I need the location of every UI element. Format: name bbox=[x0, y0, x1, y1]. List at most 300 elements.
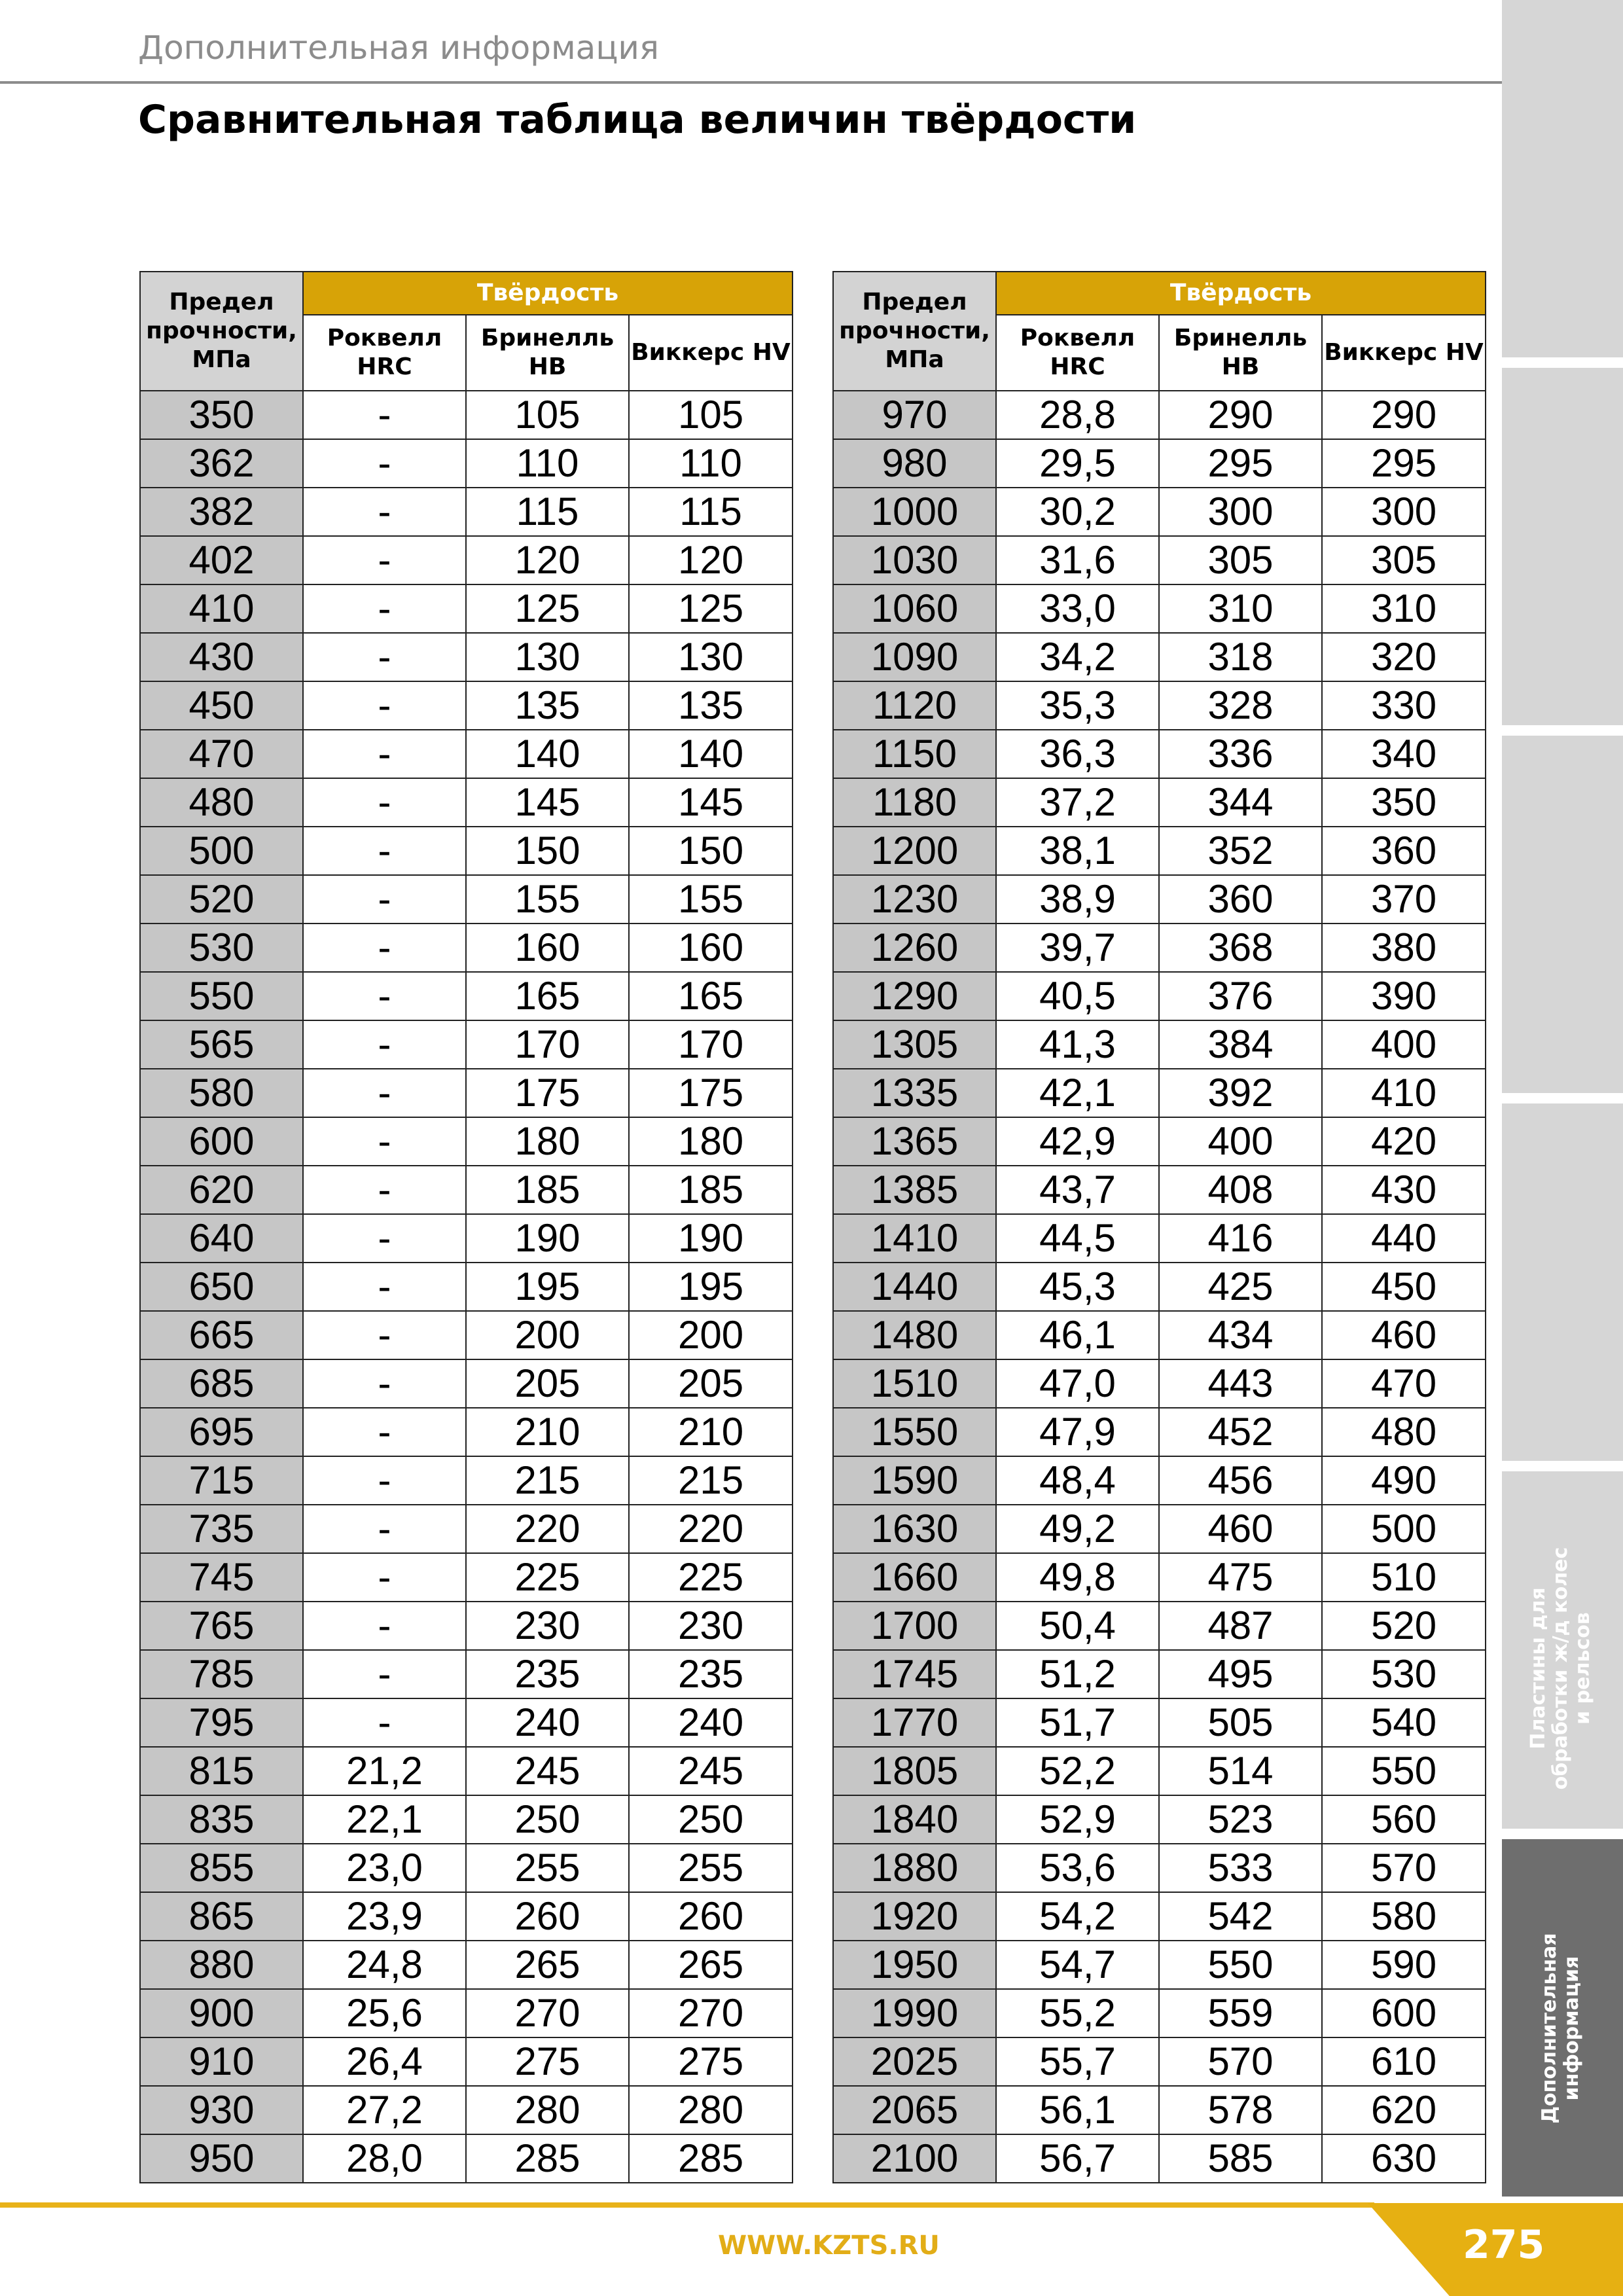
vickers-cell: 165 bbox=[629, 972, 793, 1020]
strength-cell: 685 bbox=[140, 1359, 303, 1408]
rockwell-cell: 28,0 bbox=[303, 2134, 466, 2183]
table-row bbox=[833, 2037, 1486, 2086]
brinell-cell: 344 bbox=[1159, 778, 1322, 827]
side-tab-3[interactable] bbox=[1502, 736, 1623, 1093]
rockwell-cell: - bbox=[303, 730, 466, 778]
vickers-cell: 235 bbox=[629, 1650, 793, 1698]
brinell-cell: 318 bbox=[1159, 633, 1322, 681]
strength-cell: 1805 bbox=[833, 1747, 996, 1795]
strength-cell: 1410 bbox=[833, 1214, 996, 1263]
strength-cell: 382 bbox=[140, 488, 303, 536]
rockwell-cell: - bbox=[303, 488, 466, 536]
vickers-cell: 305 bbox=[1322, 536, 1486, 584]
table-row bbox=[833, 1553, 1486, 1602]
vickers-cell: 600 bbox=[1322, 1989, 1486, 2037]
strength-cell: 410 bbox=[140, 584, 303, 633]
vickers-cell: 460 bbox=[1322, 1311, 1486, 1359]
rockwell-cell: 37,2 bbox=[996, 778, 1159, 827]
table-row bbox=[833, 827, 1486, 875]
table-row bbox=[833, 1747, 1486, 1795]
strength-cell: 715 bbox=[140, 1456, 303, 1505]
table-row bbox=[833, 1456, 1486, 1505]
vickers-cell: 430 bbox=[1322, 1166, 1486, 1214]
table-row bbox=[833, 875, 1486, 924]
strength-cell: 695 bbox=[140, 1408, 303, 1456]
strength-cell: 1700 bbox=[833, 1602, 996, 1650]
strength-cell: 640 bbox=[140, 1214, 303, 1263]
brinell-cell: 452 bbox=[1159, 1408, 1322, 1456]
table-row bbox=[140, 1941, 793, 1989]
strength-cell: 1840 bbox=[833, 1795, 996, 1844]
side-tab-1[interactable] bbox=[1502, 0, 1623, 357]
table-row bbox=[833, 633, 1486, 681]
rockwell-cell: 43,7 bbox=[996, 1166, 1159, 1214]
table-row bbox=[833, 1505, 1486, 1553]
strength-cell: 835 bbox=[140, 1795, 303, 1844]
strength-cell: 1335 bbox=[833, 1069, 996, 1117]
brinell-cell: 578 bbox=[1159, 2086, 1322, 2134]
strength-cell: 795 bbox=[140, 1698, 303, 1747]
table-row bbox=[833, 1892, 1486, 1941]
brinell-cell: 185 bbox=[466, 1166, 629, 1214]
footer-url[interactable]: WWW.KZTS.RU bbox=[718, 2231, 940, 2261]
vickers-cell: 310 bbox=[1322, 584, 1486, 633]
vickers-cell: 295 bbox=[1322, 439, 1486, 488]
rockwell-cell: 22,1 bbox=[303, 1795, 466, 1844]
strength-cell: 580 bbox=[140, 1069, 303, 1117]
strength-cell: 1590 bbox=[833, 1456, 996, 1505]
brinell-cell: 105 bbox=[466, 391, 629, 439]
brinell-cell: 392 bbox=[1159, 1069, 1322, 1117]
rockwell-cell: 52,2 bbox=[996, 1747, 1159, 1795]
strength-cell: 1305 bbox=[833, 1020, 996, 1069]
strength-cell: 1745 bbox=[833, 1650, 996, 1698]
strength-cell: 2100 bbox=[833, 2134, 996, 2183]
table-row bbox=[833, 1650, 1486, 1698]
vickers-cell: 420 bbox=[1322, 1117, 1486, 1166]
rockwell-cell: - bbox=[303, 1263, 466, 1311]
rockwell-cell: 41,3 bbox=[996, 1020, 1159, 1069]
vickers-cell: 520 bbox=[1322, 1602, 1486, 1650]
rockwell-cell: 24,8 bbox=[303, 1941, 466, 1989]
hardness-table-right bbox=[832, 271, 1486, 2183]
rockwell-cell: - bbox=[303, 391, 466, 439]
rockwell-cell: - bbox=[303, 584, 466, 633]
brinell-cell: 205 bbox=[466, 1359, 629, 1408]
brinell-cell: 523 bbox=[1159, 1795, 1322, 1844]
table-row bbox=[833, 1311, 1486, 1359]
table-row bbox=[140, 1747, 793, 1795]
brinell-cell: 275 bbox=[466, 2037, 629, 2086]
strength-cell: 620 bbox=[140, 1166, 303, 1214]
side-tab-4[interactable] bbox=[1502, 1103, 1623, 1461]
brinell-cell: 260 bbox=[466, 1892, 629, 1941]
strength-cell: 550 bbox=[140, 972, 303, 1020]
brinell-cell: 533 bbox=[1159, 1844, 1322, 1892]
vickers-cell: 190 bbox=[629, 1214, 793, 1263]
table-row bbox=[140, 1020, 793, 1069]
vickers-cell: 300 bbox=[1322, 488, 1486, 536]
rockwell-cell: 40,5 bbox=[996, 972, 1159, 1020]
table-row bbox=[140, 1602, 793, 1650]
table-row bbox=[140, 1698, 793, 1747]
brinell-cell: 310 bbox=[1159, 584, 1322, 633]
table-row bbox=[140, 1844, 793, 1892]
rockwell-cell: 50,4 bbox=[996, 1602, 1159, 1650]
brinell-cell: 425 bbox=[1159, 1263, 1322, 1311]
rockwell-cell: - bbox=[303, 1311, 466, 1359]
table-row bbox=[140, 488, 793, 536]
brinell-cell: 285 bbox=[466, 2134, 629, 2183]
table-row bbox=[140, 536, 793, 584]
strength-cell: 1630 bbox=[833, 1505, 996, 1553]
table-row bbox=[833, 972, 1486, 1020]
table-row bbox=[140, 439, 793, 488]
table-row bbox=[140, 827, 793, 875]
table-row bbox=[833, 1795, 1486, 1844]
table-row bbox=[140, 2134, 793, 2183]
vickers-cell: 285 bbox=[629, 2134, 793, 2183]
brinell-cell: 416 bbox=[1159, 1214, 1322, 1263]
vickers-cell: 330 bbox=[1322, 681, 1486, 730]
brinell-cell: 145 bbox=[466, 778, 629, 827]
vickers-cell: 320 bbox=[1322, 633, 1486, 681]
rockwell-cell: - bbox=[303, 1020, 466, 1069]
table-row bbox=[140, 1408, 793, 1456]
strength-cell: 450 bbox=[140, 681, 303, 730]
brinell-cell: 408 bbox=[1159, 1166, 1322, 1214]
header-vickers: Виккерс HV bbox=[1322, 315, 1486, 391]
brinell-cell: 200 bbox=[466, 1311, 629, 1359]
table-row bbox=[833, 1214, 1486, 1263]
brinell-cell: 215 bbox=[466, 1456, 629, 1505]
brinell-cell: 559 bbox=[1159, 1989, 1322, 2037]
rockwell-cell: - bbox=[303, 1214, 466, 1263]
brinell-cell: 250 bbox=[466, 1795, 629, 1844]
rockwell-cell: 33,0 bbox=[996, 584, 1159, 633]
rockwell-cell: 51,7 bbox=[996, 1698, 1159, 1747]
vickers-cell: 260 bbox=[629, 1892, 793, 1941]
table-row bbox=[140, 1263, 793, 1311]
strength-cell: 1230 bbox=[833, 875, 996, 924]
strength-cell: 362 bbox=[140, 439, 303, 488]
vickers-cell: 150 bbox=[629, 827, 793, 875]
header-hardness: Твёрдость bbox=[996, 272, 1486, 315]
strength-cell: 500 bbox=[140, 827, 303, 875]
vickers-cell: 630 bbox=[1322, 2134, 1486, 2183]
table-row bbox=[833, 2134, 1486, 2183]
brinell-cell: 505 bbox=[1159, 1698, 1322, 1747]
rockwell-cell: 39,7 bbox=[996, 924, 1159, 972]
strength-cell: 1260 bbox=[833, 924, 996, 972]
table-row bbox=[833, 1069, 1486, 1117]
rockwell-cell: 45,3 bbox=[996, 1263, 1159, 1311]
brinell-cell: 110 bbox=[466, 439, 629, 488]
header-hardness: Твёрдость bbox=[303, 272, 793, 315]
vickers-cell: 255 bbox=[629, 1844, 793, 1892]
vickers-cell: 210 bbox=[629, 1408, 793, 1456]
brinell-cell: 135 bbox=[466, 681, 629, 730]
strength-cell: 1120 bbox=[833, 681, 996, 730]
header-brinell: Бринелль HB bbox=[466, 315, 629, 391]
strength-cell: 930 bbox=[140, 2086, 303, 2134]
vickers-cell: 610 bbox=[1322, 2037, 1486, 2086]
brinell-cell: 230 bbox=[466, 1602, 629, 1650]
brinell-cell: 550 bbox=[1159, 1941, 1322, 1989]
table-row bbox=[833, 391, 1486, 439]
table-row bbox=[833, 1989, 1486, 2037]
strength-cell: 1090 bbox=[833, 633, 996, 681]
vickers-cell: 450 bbox=[1322, 1263, 1486, 1311]
rockwell-cell: 51,2 bbox=[996, 1650, 1159, 1698]
rockwell-cell: - bbox=[303, 1505, 466, 1553]
brinell-cell: 280 bbox=[466, 2086, 629, 2134]
rockwell-cell: - bbox=[303, 827, 466, 875]
header-vickers: Виккерс HV bbox=[629, 315, 793, 391]
brinell-cell: 175 bbox=[466, 1069, 629, 1117]
brinell-cell: 570 bbox=[1159, 2037, 1322, 2086]
strength-cell: 1180 bbox=[833, 778, 996, 827]
vickers-cell: 185 bbox=[629, 1166, 793, 1214]
vickers-cell: 275 bbox=[629, 2037, 793, 2086]
strength-cell: 1200 bbox=[833, 827, 996, 875]
rockwell-cell: 28,8 bbox=[996, 391, 1159, 439]
table-row bbox=[140, 875, 793, 924]
brinell-cell: 190 bbox=[466, 1214, 629, 1263]
brinell-cell: 295 bbox=[1159, 439, 1322, 488]
strength-cell: 1880 bbox=[833, 1844, 996, 1892]
rockwell-cell: - bbox=[303, 439, 466, 488]
vickers-cell: 590 bbox=[1322, 1941, 1486, 1989]
vickers-cell: 160 bbox=[629, 924, 793, 972]
rockwell-cell: 47,9 bbox=[996, 1408, 1159, 1456]
strength-cell: 665 bbox=[140, 1311, 303, 1359]
rockwell-cell: - bbox=[303, 1553, 466, 1602]
vickers-cell: 290 bbox=[1322, 391, 1486, 439]
table-row bbox=[833, 1359, 1486, 1408]
brinell-cell: 456 bbox=[1159, 1456, 1322, 1505]
strength-cell: 950 bbox=[140, 2134, 303, 2183]
side-tab-label: Дополнительная информация bbox=[1538, 1933, 1583, 2124]
brinell-cell: 336 bbox=[1159, 730, 1322, 778]
table-row bbox=[140, 2037, 793, 2086]
table-row bbox=[833, 1941, 1486, 1989]
strength-cell: 1440 bbox=[833, 1263, 996, 1311]
rockwell-cell: 34,2 bbox=[996, 633, 1159, 681]
vickers-cell: 410 bbox=[1322, 1069, 1486, 1117]
rockwell-cell: 23,9 bbox=[303, 1892, 466, 1941]
vickers-cell: 140 bbox=[629, 730, 793, 778]
hardness-table-left bbox=[139, 271, 793, 2183]
vickers-cell: 175 bbox=[629, 1069, 793, 1117]
rockwell-cell: 44,5 bbox=[996, 1214, 1159, 1263]
vickers-cell: 245 bbox=[629, 1747, 793, 1795]
vickers-cell: 370 bbox=[1322, 875, 1486, 924]
brinell-cell: 542 bbox=[1159, 1892, 1322, 1941]
vickers-cell: 440 bbox=[1322, 1214, 1486, 1263]
brinell-cell: 165 bbox=[466, 972, 629, 1020]
table-row bbox=[140, 1069, 793, 1117]
vickers-cell: 530 bbox=[1322, 1650, 1486, 1698]
strength-cell: 1660 bbox=[833, 1553, 996, 1602]
rockwell-cell: 31,6 bbox=[996, 536, 1159, 584]
strength-cell: 350 bbox=[140, 391, 303, 439]
rockwell-cell: 27,2 bbox=[303, 2086, 466, 2134]
brinell-cell: 443 bbox=[1159, 1359, 1322, 1408]
vickers-cell: 115 bbox=[629, 488, 793, 536]
table-row bbox=[833, 1844, 1486, 1892]
vickers-cell: 380 bbox=[1322, 924, 1486, 972]
vickers-cell: 390 bbox=[1322, 972, 1486, 1020]
vickers-cell: 225 bbox=[629, 1553, 793, 1602]
rockwell-cell: 42,9 bbox=[996, 1117, 1159, 1166]
vickers-cell: 500 bbox=[1322, 1505, 1486, 1553]
brinell-cell: 400 bbox=[1159, 1117, 1322, 1166]
rockwell-cell: 46,1 bbox=[996, 1311, 1159, 1359]
table-row bbox=[140, 633, 793, 681]
rockwell-cell: - bbox=[303, 972, 466, 1020]
vickers-cell: 620 bbox=[1322, 2086, 1486, 2134]
vickers-cell: 200 bbox=[629, 1311, 793, 1359]
vickers-cell: 270 bbox=[629, 1989, 793, 2037]
vickers-cell: 510 bbox=[1322, 1553, 1486, 1602]
vickers-cell: 155 bbox=[629, 875, 793, 924]
brinell-cell: 150 bbox=[466, 827, 629, 875]
vickers-cell: 120 bbox=[629, 536, 793, 584]
vickers-cell: 180 bbox=[629, 1117, 793, 1166]
vickers-cell: 550 bbox=[1322, 1747, 1486, 1795]
rockwell-cell: 38,1 bbox=[996, 827, 1159, 875]
rockwell-cell: - bbox=[303, 1408, 466, 1456]
strength-cell: 735 bbox=[140, 1505, 303, 1553]
table-row bbox=[140, 1795, 793, 1844]
side-tab-additional-info[interactable] bbox=[1502, 1839, 1623, 2197]
brinell-cell: 225 bbox=[466, 1553, 629, 1602]
vickers-cell: 135 bbox=[629, 681, 793, 730]
rockwell-cell: 49,8 bbox=[996, 1553, 1159, 1602]
vickers-cell: 570 bbox=[1322, 1844, 1486, 1892]
vickers-cell: 170 bbox=[629, 1020, 793, 1069]
rockwell-cell: 54,2 bbox=[996, 1892, 1159, 1941]
strength-cell: 1365 bbox=[833, 1117, 996, 1166]
brinell-cell: 180 bbox=[466, 1117, 629, 1166]
strength-cell: 1950 bbox=[833, 1941, 996, 1989]
strength-cell: 1990 bbox=[833, 1989, 996, 2037]
table-row bbox=[140, 1359, 793, 1408]
strength-cell: 470 bbox=[140, 730, 303, 778]
brinell-cell: 384 bbox=[1159, 1020, 1322, 1069]
brinell-cell: 210 bbox=[466, 1408, 629, 1456]
page-title: Сравнительная таблица величин твёрдости bbox=[138, 97, 1137, 143]
strength-cell: 2065 bbox=[833, 2086, 996, 2134]
strength-cell: 520 bbox=[140, 875, 303, 924]
table-row bbox=[833, 1117, 1486, 1166]
strength-cell: 815 bbox=[140, 1747, 303, 1795]
table-row bbox=[140, 1989, 793, 2037]
side-tab-rails[interactable] bbox=[1502, 1471, 1623, 1829]
table-row bbox=[833, 536, 1486, 584]
table-row bbox=[833, 730, 1486, 778]
brinell-cell: 360 bbox=[1159, 875, 1322, 924]
brinell-cell: 352 bbox=[1159, 827, 1322, 875]
table-row bbox=[140, 584, 793, 633]
table-row bbox=[140, 972, 793, 1020]
strength-cell: 900 bbox=[140, 1989, 303, 2037]
table-body bbox=[833, 391, 1486, 2183]
section-label: Дополнительная информация bbox=[138, 29, 659, 67]
vickers-cell: 195 bbox=[629, 1263, 793, 1311]
table-row bbox=[833, 488, 1486, 536]
strength-cell: 1385 bbox=[833, 1166, 996, 1214]
brinell-cell: 125 bbox=[466, 584, 629, 633]
brinell-cell: 120 bbox=[466, 536, 629, 584]
table-row bbox=[140, 924, 793, 972]
table-row bbox=[833, 1166, 1486, 1214]
vickers-cell: 205 bbox=[629, 1359, 793, 1408]
vickers-cell: 400 bbox=[1322, 1020, 1486, 1069]
vickers-cell: 145 bbox=[629, 778, 793, 827]
rockwell-cell: 42,1 bbox=[996, 1069, 1159, 1117]
vickers-cell: 250 bbox=[629, 1795, 793, 1844]
strength-cell: 1030 bbox=[833, 536, 996, 584]
header-brinell: Бринелль HB bbox=[1159, 315, 1322, 391]
rockwell-cell: 56,1 bbox=[996, 2086, 1159, 2134]
table-row bbox=[140, 730, 793, 778]
rockwell-cell: - bbox=[303, 1117, 466, 1166]
table-body bbox=[140, 391, 793, 2183]
strength-cell: 1060 bbox=[833, 584, 996, 633]
vickers-cell: 580 bbox=[1322, 1892, 1486, 1941]
strength-cell: 402 bbox=[140, 536, 303, 584]
brinell-cell: 195 bbox=[466, 1263, 629, 1311]
header-divider bbox=[0, 81, 1502, 84]
strength-cell: 1510 bbox=[833, 1359, 996, 1408]
side-tab-2[interactable] bbox=[1502, 368, 1623, 725]
brinell-cell: 300 bbox=[1159, 488, 1322, 536]
vickers-cell: 130 bbox=[629, 633, 793, 681]
rockwell-cell: - bbox=[303, 681, 466, 730]
strength-cell: 430 bbox=[140, 633, 303, 681]
brinell-cell: 487 bbox=[1159, 1602, 1322, 1650]
strength-cell: 2025 bbox=[833, 2037, 996, 2086]
table-row bbox=[833, 2086, 1486, 2134]
brinell-cell: 475 bbox=[1159, 1553, 1322, 1602]
strength-cell: 1000 bbox=[833, 488, 996, 536]
strength-cell: 1920 bbox=[833, 1892, 996, 1941]
rockwell-cell: - bbox=[303, 1166, 466, 1214]
rockwell-cell: - bbox=[303, 1698, 466, 1747]
table-row bbox=[833, 1698, 1486, 1747]
brinell-cell: 220 bbox=[466, 1505, 629, 1553]
brinell-cell: 328 bbox=[1159, 681, 1322, 730]
table-row bbox=[833, 1020, 1486, 1069]
vickers-cell: 490 bbox=[1322, 1456, 1486, 1505]
rockwell-cell: - bbox=[303, 1069, 466, 1117]
vickers-cell: 560 bbox=[1322, 1795, 1486, 1844]
table-row bbox=[140, 2086, 793, 2134]
strength-cell: 1770 bbox=[833, 1698, 996, 1747]
table-row bbox=[833, 1602, 1486, 1650]
rockwell-cell: - bbox=[303, 536, 466, 584]
vickers-cell: 110 bbox=[629, 439, 793, 488]
strength-cell: 745 bbox=[140, 1553, 303, 1602]
table-row bbox=[140, 1505, 793, 1553]
brinell-cell: 368 bbox=[1159, 924, 1322, 972]
rockwell-cell: 53,6 bbox=[996, 1844, 1159, 1892]
brinell-cell: 495 bbox=[1159, 1650, 1322, 1698]
brinell-cell: 376 bbox=[1159, 972, 1322, 1020]
rockwell-cell: 21,2 bbox=[303, 1747, 466, 1795]
